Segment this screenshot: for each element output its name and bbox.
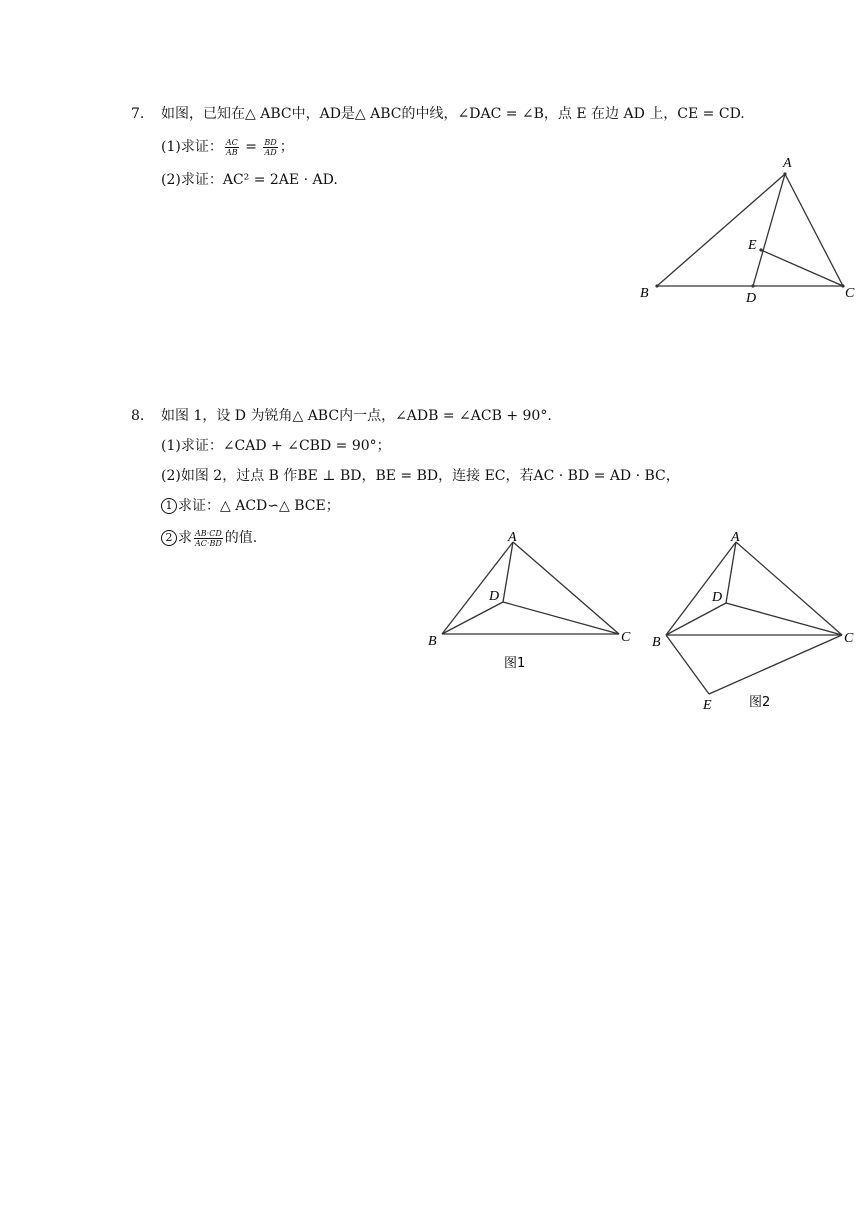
q8-part1: (1)求证：∠CAD + ∠CBD = 90°； (161, 438, 391, 454)
label-d: D (712, 590, 723, 605)
q8-sub2 (161, 528, 257, 548)
label-b: B (428, 634, 437, 649)
q8-sub1-text: 求证：△ ACD∽△ BCE； (178, 498, 340, 514)
label-b: B (652, 635, 661, 650)
fraction-denominator: AC·BD (195, 538, 222, 548)
fraction-numerator: AC (225, 137, 238, 147)
label-d: D (746, 291, 757, 306)
label-d: D (489, 589, 500, 604)
equals-sign: = (240, 139, 262, 155)
q7-part1-suffix: ； (279, 139, 294, 155)
q7-fraction-ac-ab (225, 138, 239, 157)
q8-figure-1 (420, 525, 640, 675)
label-e: E (748, 238, 757, 253)
label-a: A (783, 156, 792, 171)
label-c: C (621, 630, 631, 645)
q8-sub1 (161, 496, 340, 516)
label-a: A (731, 530, 740, 545)
fraction-denominator: AB (225, 147, 238, 157)
q8-stem: 如图 1，设 D 为锐角△ ABC内一点，∠ADB = ∠ACB + 90°. (161, 408, 552, 424)
fraction-numerator: AB·CD (195, 528, 222, 538)
label-c: C (844, 631, 854, 646)
q7-number: 7. (131, 106, 145, 122)
q8-part2: (2)如图 2，过点 B 作BE ⊥ BD，BE = BD，连接 EC，若AC · BD = AD · BC， (161, 468, 680, 484)
fraction-numerator: BD (264, 137, 277, 147)
q7-figure (630, 150, 860, 310)
label-e: E (703, 698, 712, 713)
q8-sub2-prefix: 求 (178, 530, 192, 546)
q7-part1-prefix: (1)求证： (161, 139, 223, 155)
figure-1-caption: 图1 (504, 656, 526, 671)
q8-number: 8. (131, 408, 145, 424)
q7-part2: (2)求证：AC² = 2AE · AD. (161, 172, 338, 188)
label-c: C (845, 286, 855, 301)
label-a: A (508, 530, 517, 545)
q7-stem: 如图，已知在△ ABC中，AD是△ ABC的中线，∠DAC = ∠B，点 E 在边 AD 上，CE = CD. (161, 106, 745, 122)
q8-fraction-ratio (194, 529, 223, 548)
fraction-denominator: AD (264, 147, 277, 157)
figure-2-caption: 图2 (749, 695, 771, 710)
q7-fraction-bd-ad (263, 138, 277, 157)
q8-figure-2 (645, 525, 860, 715)
q8-sub2-suffix: 的值. (224, 530, 258, 546)
circled-number-2: 2 (161, 530, 177, 546)
label-b: B (640, 286, 649, 301)
circled-number-1: 1 (161, 498, 177, 514)
q7-part1 (161, 137, 294, 157)
